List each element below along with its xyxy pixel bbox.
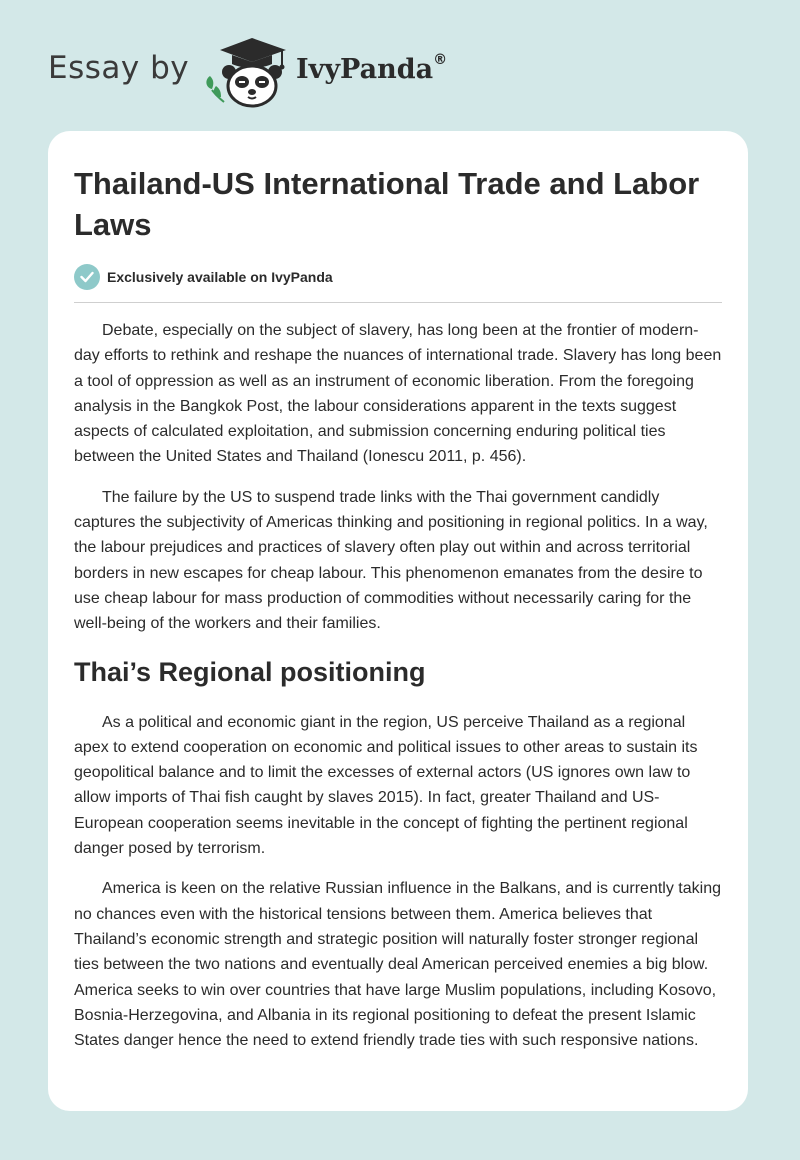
section-heading: Thai’s Regional positioning: [74, 656, 426, 687]
essay-by-label: Essay by: [48, 50, 190, 86]
brand-name[interactable]: IvyPanda®: [296, 52, 448, 85]
exclusive-label: Exclusively available on IvyPanda: [107, 269, 333, 285]
paragraph: As a political and economic giant in the region, US perceive Thailand as a regional apex to extend cooperation on economic and political issues to other areas to sustain its geopolitical balance and to limit the excesses of external actors (US ignores own law to allow imports of Thai fish caught by slaves 2015). In fact, greater Thailand and US-European cooperation seems inevitable in the concept of fighting the pertinent regional danger posed by terrorism.: [74, 713, 698, 858]
checkmark-icon: [74, 264, 100, 290]
paragraph: Debate, especially on the subject of slavery, has long been at the frontier of modern-day efforts to rethink and reshape the nuances of international trade. Slavery has long been a tool of oppression as well as an instrument of economic liberation. From the foregoing analysis in the Bangkok Post, the labour considerations apparent in the texts suggest aspects of calculated exploitation, and submission concerning enduring political ties between the United States and Thailand (Ionescu 2011, p. 456).: [74, 322, 722, 466]
essay-card: [48, 131, 748, 1111]
divider: [74, 302, 722, 303]
paragraph: The failure by the US to suspend trade links with the Thai government candidly captures the subjectivity of Americas thinking and positioning in regional politics. In a way, the labour prejudices and practices of slavery often play out within and across territorial borders in new escapes for cheap labour. This phenomenon emanates from the desire to use cheap labour for mass production of commodities without necessarily caring for the well-being of the workers and their families.: [74, 488, 708, 633]
page-title: Thailand-US International Trade and Labor Laws: [74, 166, 700, 242]
essay-body: [74, 318, 724, 1068]
site-header: [48, 36, 648, 108]
ivypanda-logo-icon[interactable]: [202, 36, 294, 108]
paragraph: America is keen on the relative Russian influence in the Balkans, and is currently taking no chances even with the historical tensions between them. America believes that Thailand’s economic strength and strategic position will naturally foster stronger regional ties between the two nations and eventually deal American perceived enemies a big blow. America seeks to win over countries that have large Muslim populations, including Kosovo, Bosnia-Herzegovina, and Albania in its regional positioning to defeat the present Islamic States danger hence the need to extend friendly trade ties with such responsive nations.: [74, 880, 721, 1050]
exclusive-badge: [74, 264, 333, 290]
